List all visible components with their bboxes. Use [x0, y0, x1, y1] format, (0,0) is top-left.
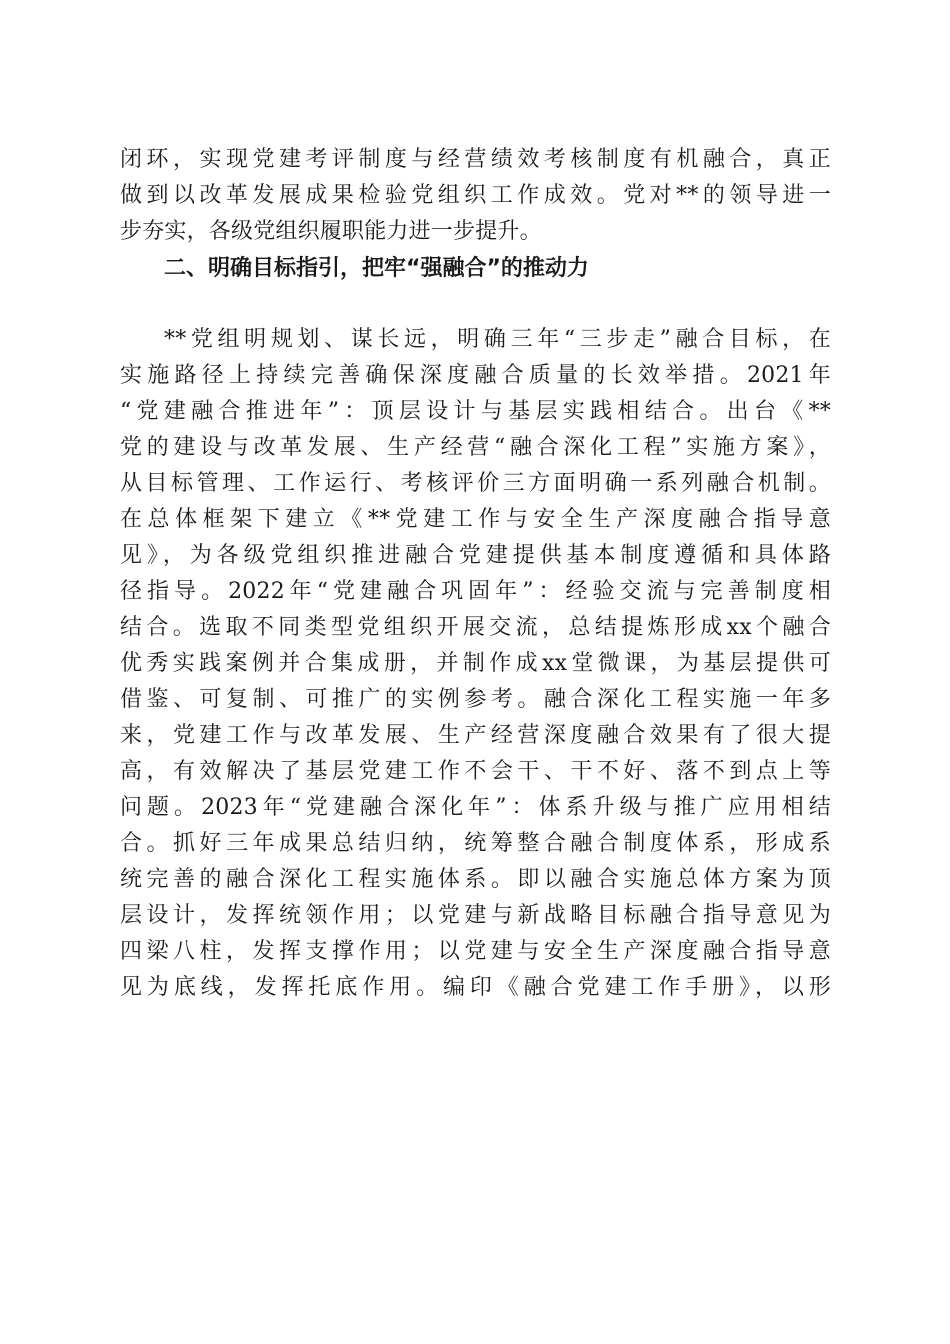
body-line-3: “党建融合推进年”：顶层设计与基层实践相结合。出台《** — [120, 399, 831, 424]
body-line-16: 统完善的融合深化工程实施体系。即以融合实施总体方案为顶 — [120, 867, 831, 892]
body-line-18: 四梁八柱，发挥支撑作用；以党建与安全生产深度融合指导意 — [120, 939, 831, 964]
body-line-7: 见》，为各级党组织推进融合党建提供基本制度遵循和具体路 — [120, 543, 831, 568]
body-line-6: 在总体框架下建立《**党建工作与安全生产深度融合指导意 — [120, 507, 831, 532]
body-line-14: 问题。2023年“党建融合深化年”：体系升级与推广应用相结 — [120, 795, 831, 820]
body-line-5: 从目标管理、工作运行、考核评价三方面明确一系列融合机制。 — [120, 471, 831, 496]
body-line-9: 结合。选取不同类型党组织开展交流，总结提炼形成xx个融合 — [120, 615, 831, 640]
body-line-12: 来，党建工作与改革发展、生产经营深度融合效果有了很大提 — [120, 723, 831, 748]
body-line-8: 径指导。2022年“党建融合巩固年”：经验交流与完善制度相 — [120, 579, 831, 604]
body-line-13: 高，有效解决了基层党建工作不会干、干不好、落不到点上等 — [120, 759, 831, 784]
intro-line-3: 步夯实，各级党组织履职能力进一步提升。 — [120, 219, 542, 244]
body-line-15: 合。抓好三年成果总结归纳，统筹整合融合制度体系，形成系 — [120, 831, 831, 856]
body-line-11: 借鉴、可复制、可推广的实例参考。融合深化工程实施一年多 — [120, 687, 831, 712]
body-line-10: 优秀实践案例并合集成册，并制作成xx堂微课，为基层提供可 — [120, 651, 831, 676]
intro-line-2: 做到以改革发展成果检验党组织工作成效。党对**的领导进一 — [120, 183, 831, 208]
intro-line-1: 闭环，实现党建考评制度与经营绩效考核制度有机融合，真正 — [120, 147, 831, 172]
body-line-1: **党组明规划、谋长远，明确三年“三步走”融合目标，在 — [164, 327, 831, 352]
body-line-4: 党的建设与改革发展、生产经营“融合深化工程”实施方案》， — [120, 435, 831, 460]
body-line-2: 实施路径上持续完善确保深度融合质量的长效举措。2021年 — [120, 363, 831, 388]
body-line-19: 见为底线，发挥托底作用。编印《融合党建工作手册》，以形 — [120, 975, 831, 1000]
body-line-17: 层设计，发挥统领作用；以党建与新战略目标融合指导意见为 — [120, 903, 831, 928]
section-heading: 二、明确目标指引，把牢“强融合”的推动力 — [164, 256, 589, 281]
